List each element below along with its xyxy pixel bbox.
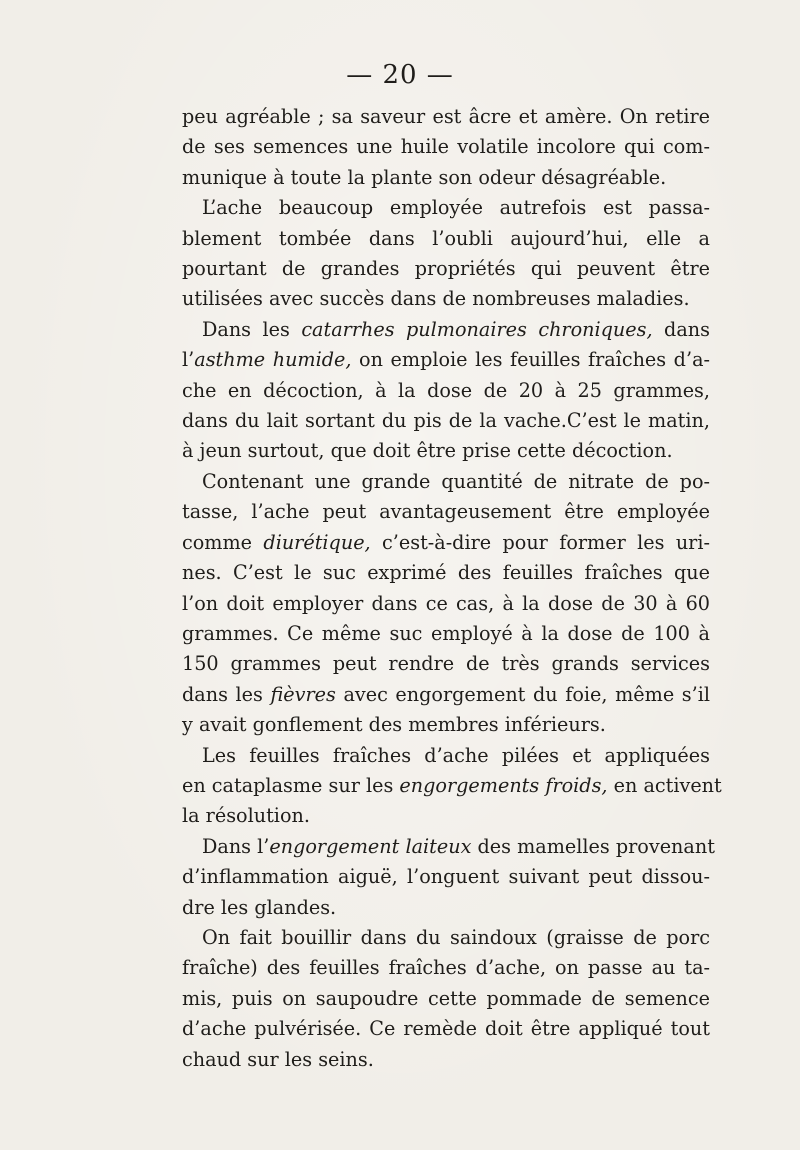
text-line: utilisées avec succès dans de nombreuses maladies. [182,287,690,311]
paragraph [182,741,722,832]
text-line: l’on doit employer dans ce cas, à la dose de 30 à 60 [182,591,710,615]
text-line: nes. C’est le suc exprimé des feuilles fraîches que [182,561,710,585]
text-line [182,832,715,862]
text-line: dre les glandes. [182,895,337,919]
text-line: 150 grammes peut rendre de très grands services [182,652,710,676]
text-run: dans les [182,682,271,706]
paragraph [182,102,710,193]
text-run: Dans l’ [202,834,270,858]
text-line [182,680,710,710]
text-run: comme [182,530,264,554]
text-line: Contenant une grande quantité de nitrate de po- [202,469,710,493]
text-line: dans du lait sortant du pis de la vache.C’est le matin, [182,409,710,433]
text-run: c’est-à-dire pour former les uri- [370,530,710,554]
text-line: mis, puis on saupoudre cette pommade de semence [182,986,710,1010]
text-line [182,315,710,345]
text-line: On fait bouillir dans du saindoux (graisse de porc [202,925,710,949]
text-line: peu agréable ; sa saveur est âcre et amère. On retire [182,105,710,128]
text-line [182,528,710,558]
text-run: Dans les [202,317,302,341]
page-number: — 20 — [346,60,454,90]
paragraph [182,832,715,923]
text-line: grammes. Ce même suc employé à la dose de 100 à [182,621,710,645]
text-line: tasse, l’ache peut avantageusement être employée [182,500,710,524]
italic-term: diurétique, [263,530,371,554]
italic-term: asthme humide, [194,348,352,372]
text-line: pourtant de grandes propriétés qui peuvent être [182,257,710,281]
text-run: l’ [182,348,195,372]
italic-term: fièvres [270,682,336,706]
text-line: la résolution. [182,804,310,828]
text-line: chaud sur les seins. [182,1047,374,1071]
paragraph [182,923,710,1075]
text-line: d’ache pulvérisée. Ce remède doit être appliqué tout [182,1017,710,1041]
text-run: en activent [607,773,722,797]
italic-term: engorgements froids, [399,773,608,797]
italic-term: engorgement laiteux [269,834,472,858]
text-line: munique à toute la plante son odeur désagréable. [182,165,667,189]
text-line: à jeun surtout, que doit être prise cette décoction. [182,439,673,463]
body-text [182,102,722,1075]
text-run: en cataplasme sur les [182,773,400,797]
text-line: fraîche) des feuilles fraîches d’ache, on passe au ta- [182,956,710,980]
text-line: Les feuilles fraîches d’ache pilées et appliquées [202,743,710,767]
text-line: che en décoction, à la dose de 20 à 25 grammes, [182,378,710,402]
text-run: on emploie les feuilles fraîches d’a- [351,348,710,372]
text-line: y avait gonflement des membres inférieurs. [182,713,606,737]
text-run: avec engorgement du foie, même s’il [335,682,710,706]
text-line: L’ache beaucoup employée autrefois est passa- [202,196,710,220]
paragraph [182,315,710,467]
paragraph [182,193,710,315]
paragraph [182,467,710,741]
text-line [182,771,722,801]
text-line: blement tombée dans l’oubli aujourd’hui, elle a [182,226,710,250]
text-line: d’inflammation aiguë, l’onguent suivant peut dissou- [182,865,710,889]
text-run: des mamelles provenant [471,834,715,858]
text-line [182,345,710,375]
italic-term: catarrhes pulmonaires chroniques, [301,317,653,341]
text-line: de ses semences une huile volatile incolore qui com- [182,135,710,159]
text-run: dans [652,317,710,341]
